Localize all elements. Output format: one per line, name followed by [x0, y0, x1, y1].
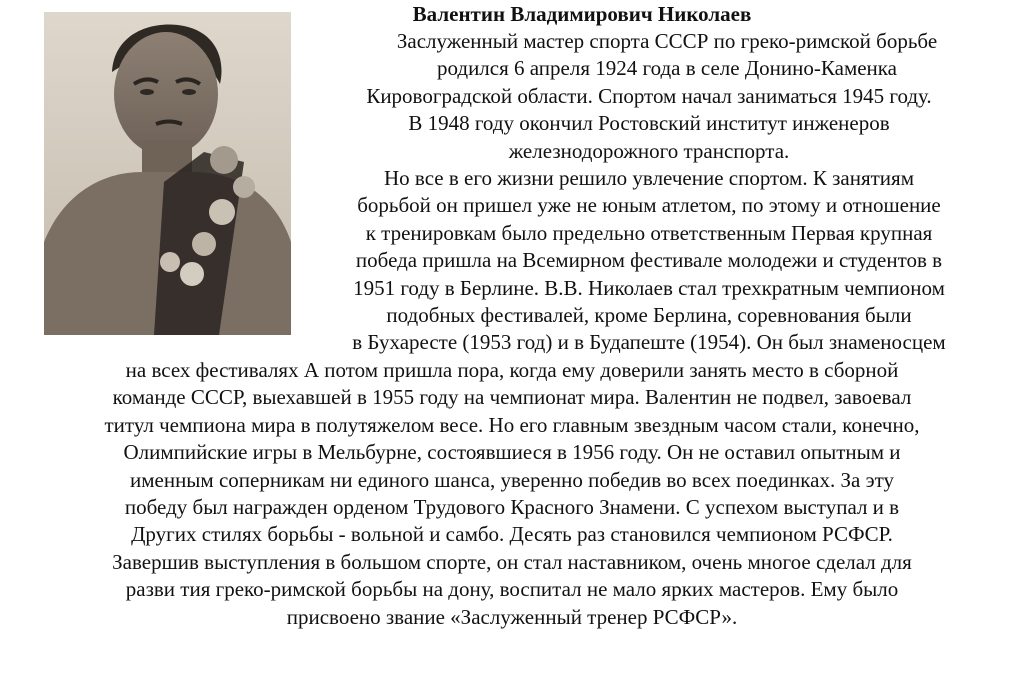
text-line: команде СССР, выехавшей в 1955 году на чемпионат мира. Валентин не подвел, завоевал: [112, 385, 912, 410]
text-line: к тренировкам было предельно ответственным Первая крупная: [365, 220, 933, 245]
text-line: титул чемпиона мира в полутяжелом весе. Но его главным звездным часом стали, конечно,: [104, 412, 920, 437]
biography-text: [0, 28, 1024, 631]
document-title: Валентин Владимирович Николаев: [412, 2, 752, 26]
text-line: разви тия греко-римской борьбы на дону, воспитал не мало ярких мастеров. Ему было: [125, 577, 899, 602]
text-line: победа пришла на Всемирном фестивале молодежи и студентов в: [355, 248, 943, 273]
text-line: в Бухаресте (1953 год) и в Будапеште (1954). Он был знаменосцем: [352, 330, 946, 355]
text-line: на всех фестивалях А потом пришла пора, когда ему доверили занять место в сборной: [125, 357, 899, 382]
text-line: Кировоградской области. Спортом начал заниматься 1945 году.: [366, 83, 932, 108]
text-line: Заслуженный мастер спорта СССР по греко-римской борьбе: [396, 29, 938, 53]
text-line: Других стилях борьбы - вольной и самбо. Десять раз становился чемпионом РСФСР.: [131, 522, 893, 547]
text-line: В 1948 году окончил Ростовский институт инженеров: [408, 111, 890, 136]
text-line: родился 6 апреля 1924 года в селе Донино-Каменка: [436, 56, 897, 81]
text-line: железнодорожного транспорта.: [508, 138, 790, 163]
text-line: борьбой он пришел уже не юным атлетом, по этому и отношение: [357, 193, 941, 218]
text-line: 1951 году в Берлине. В.В. Николаев стал трехкратным чемпионом: [353, 275, 945, 300]
text-line: подобных фестивалей, кроме Берлина, соревнования были: [386, 303, 912, 328]
text-line: Но все в его жизни решило увлечение спортом. К занятиям: [384, 166, 914, 191]
text-line: победу был награжден орденом Трудового Красного Знамени. С успехом выступал и в: [124, 494, 900, 519]
text-line: присвоено звание «Заслуженный тренер РСФСР».: [286, 604, 738, 629]
text-line: Завершив выступления в большом спорте, он стал наставником, очень многое сделал для: [112, 549, 912, 574]
text-line: именным соперникам ни единого шанса, уверенно победив во всех поединках. За эту: [129, 467, 894, 492]
text-line: Олимпийские игры в Мельбурне, состоявшиеся в 1956 году. Он не оставил опытным и: [123, 440, 901, 465]
